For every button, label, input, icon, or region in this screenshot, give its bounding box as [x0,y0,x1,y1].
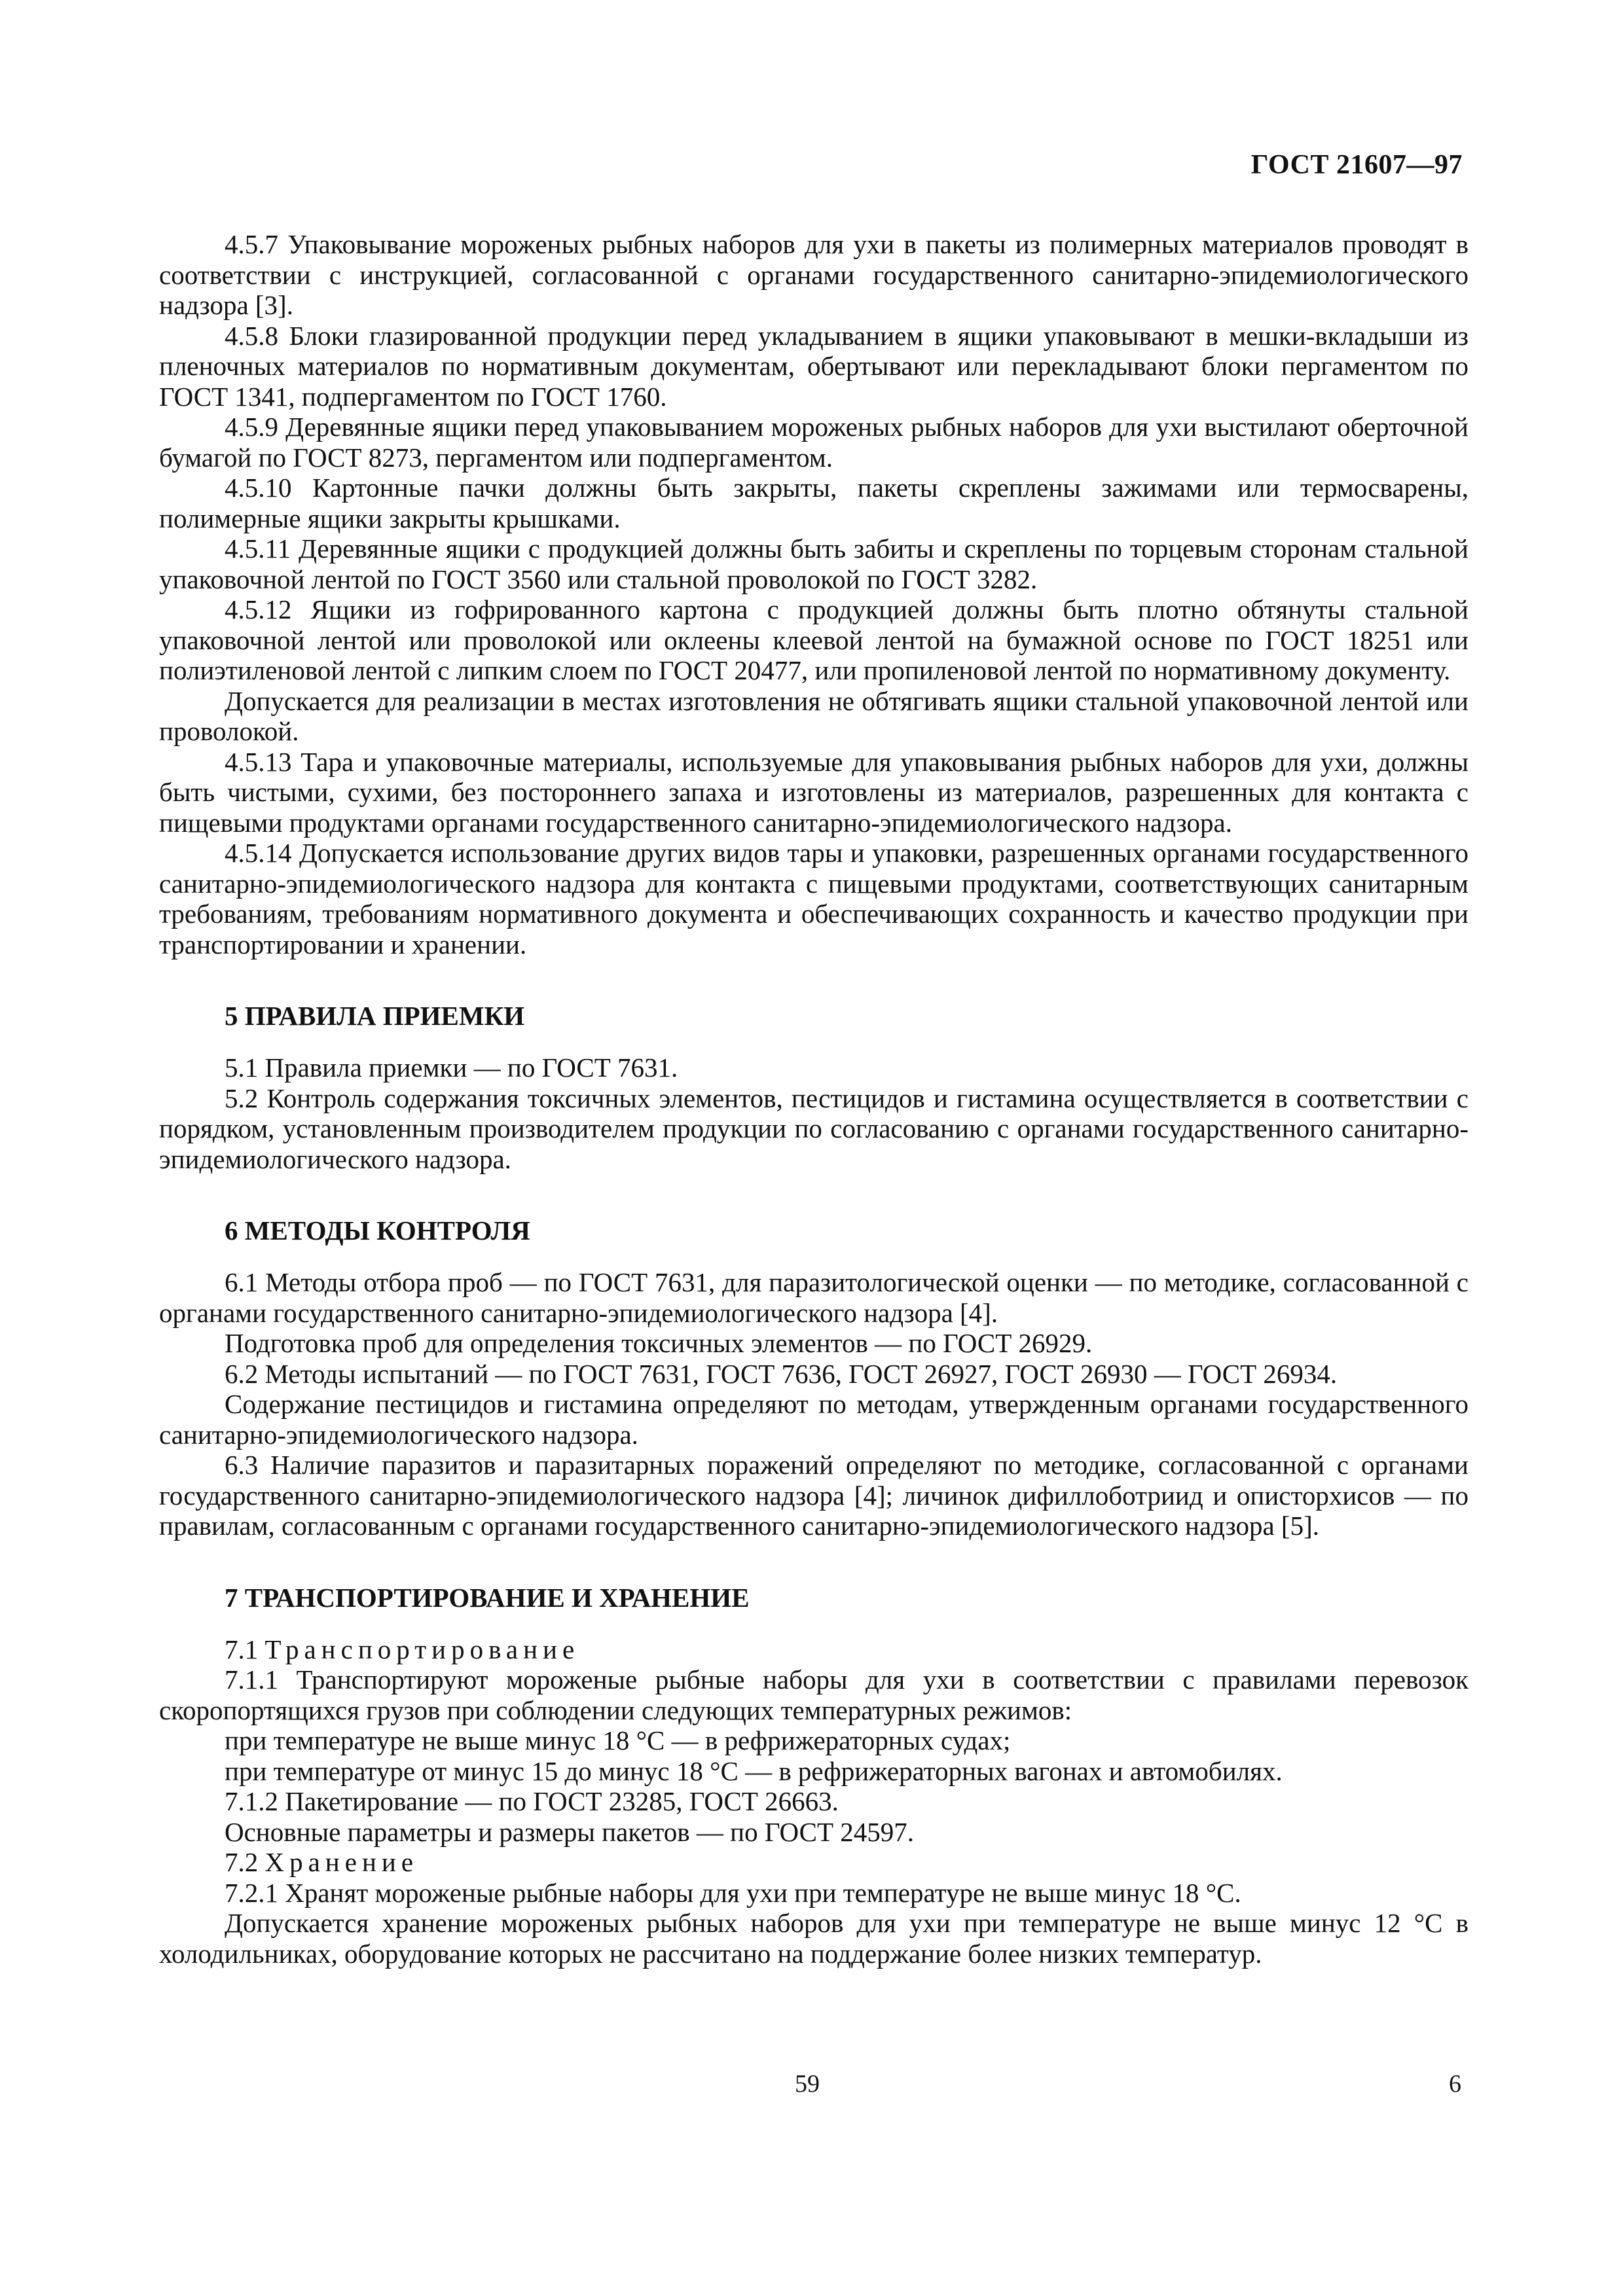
paragraph-6-3: 6.3 Наличие паразитов и паразитарных поражений определяют по методике, согласованной с органами государственного санитарно-эпидемиологического надзора [4]; личинок дифиллоботриид и описторхисов — по правилам, согласованным с органами государственного санитарно-эпидемиологического надзора [5]. [159,1450,1468,1541]
subsection-7-2-heading [159,1847,1468,1878]
paragraph-4-5-8: 4.5.8 Блоки глазированной продукции перед укладыванием в ящики упаковывают в мешки-вкладыши из пленочных материалов по нормативным документам, обертывают или перекладывают блоки пергаментом по ГОСТ 1341, подпергаментом по ГОСТ 1760. [159,320,1468,412]
paragraph-6-2: 6.2 Методы испытаний — по ГОСТ 7631, ГОСТ 7636, ГОСТ 26927, ГОСТ 26930 — ГОСТ 26934. [225,1358,1338,1389]
page-number: 59 [795,2070,820,2098]
subsection-7-2-number: 7.2 [225,1847,259,1877]
document-body [159,229,1468,1969]
paragraph-7-2-1: 7.2.1 Хранят мороженые рыбные наборы для ухи при температуре не выше минус 18 °С. [225,1877,1241,1908]
paragraph-5-1: 5.1 Правила приемки — по ГОСТ 7631. [225,1052,678,1083]
paragraph-5-2: 5.2 Контроль содержания токсичных элементов, пестицидов и гистамина осуществляется в соответствии с порядком, установленным производителем продукции по согласованию с органами государственного санитарно-эпидемиологического надзора. [159,1083,1468,1174]
paragraph-4-5-13: 4.5.13 Тара и упаковочные материалы, используемые для упаковывания рыбных наборов для ухи, должны быть чистыми, сухими, без постороннего запаха и изготовлены из материалов, разрешенных для контакта с пищевыми продуктами органами государственного санитарно-эпидемиологического надзора. [159,746,1468,838]
paragraph-7-1-2-params: Основные параметры и размеры пакетов — по ГОСТ 24597. [225,1816,915,1847]
subsection-7-1-heading [159,1634,1468,1665]
paragraph-4-5-7: 4.5.7 Упаковывание мороженых рыбных наборов для ухи в пакеты из полимерных материалов проводят в соответствии с инструкцией, согласованной с органами государственного санитарно-эпидемиологического надзора [3]. [159,229,1468,320]
paragraph-4-5-12-note: Допускается для реализации в местах изготовления не обтягивать ящики стальной упаковочной лентой или проволокой. [159,685,1468,746]
paragraph-4-5-11: 4.5.11 Деревянные ящики с продукцией должны быть забиты и скреплены по торцевым сторонам стальной упаковочной лентой по ГОСТ 3560 или стальной проволокой по ГОСТ 3282. [159,533,1468,594]
paragraph-4-5-10: 4.5.10 Картонные пачки должны быть закрыты, пакеты скреплены зажимами или термосварены, полимерные ящики закрыты крышками. [159,473,1468,533]
paragraph-7-1-1-mode-1: при температуре не выше минус 18 °С — в рефрижераторных судах; [225,1725,1011,1755]
sheet-number: 6 [1449,2070,1461,2098]
section-7-heading: 7 ТРАНСПОРТИРОВАНИЕ И ХРАНЕНИЕ [225,1582,750,1613]
section-5-heading: 5 ПРАВИЛА ПРИЕМКИ [225,1001,525,1031]
paragraph-6-1-prep: Подготовка проб для определения токсичных элементов — по ГОСТ 26929. [225,1328,1093,1358]
paragraph-4-5-14: 4.5.14 Допускается использование других видов тары и упаковки, разрешенных органами государственного санитарно-эпидемиологического надзора для контакта с пищевыми продуктами, соответствующих санитарным требованиям, требованиям нормативного документа и обеспечивающих сохранность и качество продукции при транспортировании и хранении. [159,838,1468,960]
paragraph-7-1-2: 7.1.2 Пакетирование — по ГОСТ 23285, ГОСТ 26663. [225,1786,839,1816]
standard-header: ГОСТ 21607—97 [1250,150,1463,180]
subsection-7-1-number: 7.1 [225,1634,259,1664]
subsection-7-2-label: Хранение [264,1847,419,1877]
paragraph-7-1-1: 7.1.1 Транспортируют мороженые рыбные наборы для ухи в соответствии с правилами перевозок скоропортящихся грузов при соблюдении следующих температурных режимов: [159,1664,1468,1725]
section-6-heading: 6 МЕТОДЫ КОНТРОЛЯ [225,1215,530,1246]
subsection-7-1-label: Транспортирование [264,1634,580,1664]
paragraph-7-2-1-note: Допускается хранение мороженых рыбных наборов для ухи при температуре не выше минус 12 °С в холодильниках, оборудование которых не рассчитано на поддержание более низких температур. [159,1908,1468,1969]
paragraph-6-1: 6.1 Методы отбора проб — по ГОСТ 7631, для паразитологической оценки — по методике, согласованной с органами государственного санитарно-эпидемиологического надзора [4]. [159,1267,1468,1328]
paragraph-7-1-1-mode-2: при температуре от минус 15 до минус 18 °С — в рефрижераторных вагонах и автомобилях. [225,1755,1283,1786]
paragraph-4-5-9: 4.5.9 Деревянные ящики перед упаковыванием мороженых рыбных наборов для ухи выстилают оберточной бумагой по ГОСТ 8273, пергаментом или подпергаментом. [159,412,1468,473]
paragraph-4-5-12: 4.5.12 Ящики из гофрированного картона с продукцией должны быть плотно обтянуты стальной упаковочной лентой или проволокой или оклеены клеевой лентой на бумажной основе по ГОСТ 18251 или полиэтиленовой лентой с липким слоем по ГОСТ 20477, или пропиленовой лентой по нормативному документу. [159,594,1468,685]
paragraph-6-2-pesticides: Содержание пестицидов и гистамина определяют по методам, утвержденным органами государственного санитарно-эпидемиологического надзора. [159,1389,1468,1450]
